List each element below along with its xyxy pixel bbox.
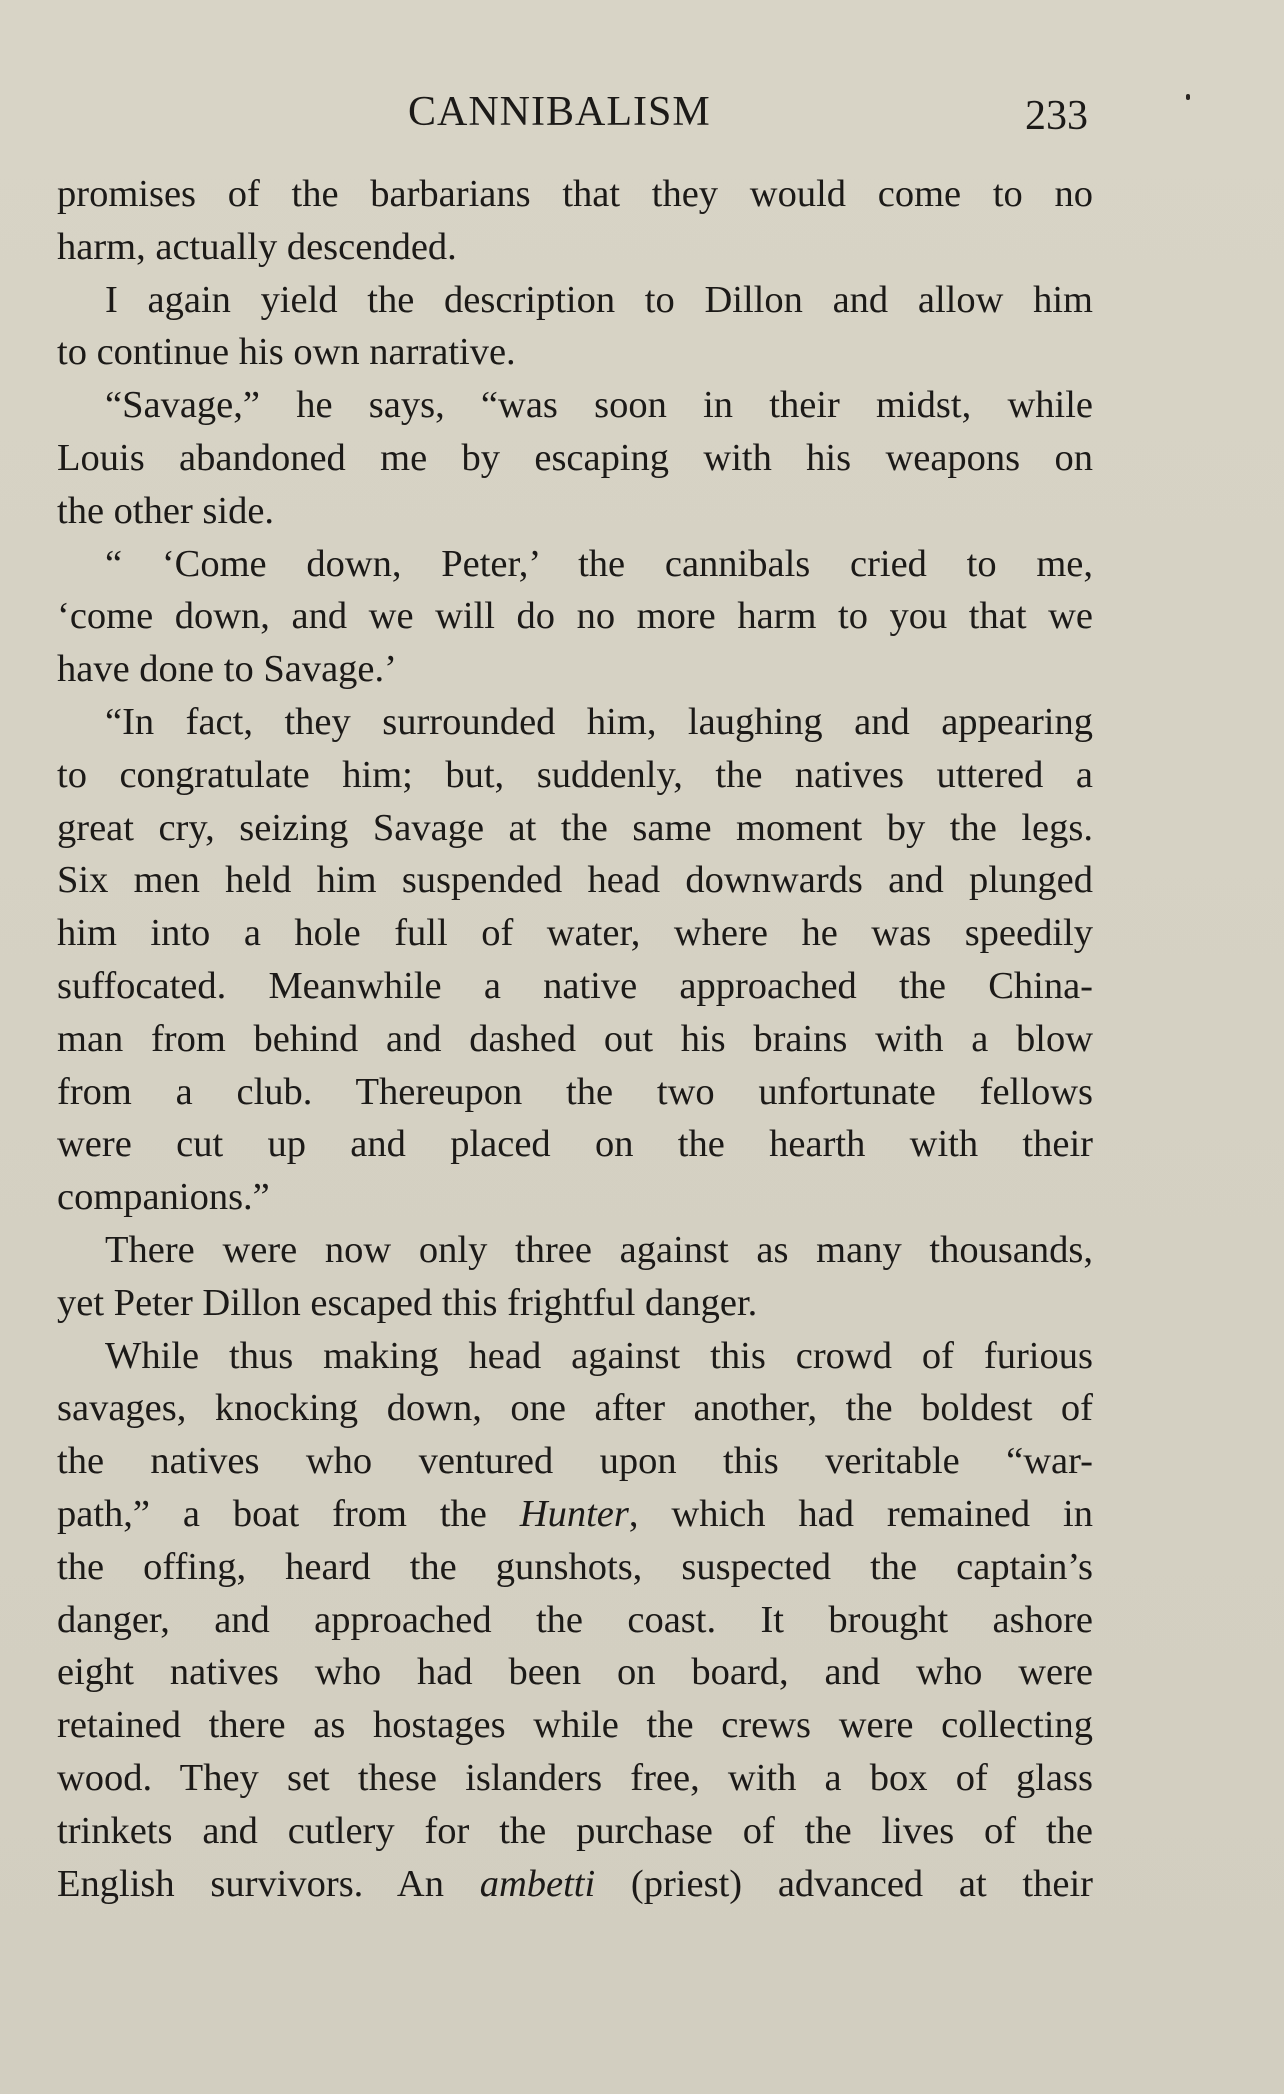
text-line: from a club. Thereupon the two unfortunate fellows [57,1070,1093,1113]
text-line: suffocated. Meanwhile a native approached the China- [57,964,1093,1007]
text-line: savages, knocking down, one after another, the boldest of [57,1387,1093,1430]
text-run: , which had remained in [628,1492,1093,1535]
print-speck [1186,94,1190,100]
running-head [0,82,1284,142]
text-line: Six men held him suspended head downwards and plunged [57,859,1093,902]
text-run: English survivors. An [57,1862,480,1905]
running-title: CANNIBALISM [408,89,711,135]
text-line: yet Peter Dillon escaped this frightful danger. [57,1281,758,1324]
page-number: 233 [1025,93,1088,139]
text-line: While thus making head against this crowd of furious [105,1334,1093,1377]
text-line: I again yield the description to Dillon and allow him [105,278,1093,321]
text-line: have done to Savage.’ [57,648,397,691]
text-line: “Savage,” he says, “was soon in their midst, while [105,384,1093,427]
text-line: him into a hole full of water, where he was speedily [57,912,1093,955]
text-line: ‘come down, and we will do no more harm to you that we [57,595,1093,638]
text-line: companions.” [57,1176,270,1219]
text-line: to continue his own narrative. [57,331,516,374]
text-run: path,” a boat from the [57,1492,520,1535]
text-line: harm, actually descended. [57,225,457,268]
text-line [57,1858,1093,1911]
text-line: There were now only three against as many thousands, [105,1228,1093,1271]
text-line: great cry, seizing Savage at the same moment by the legs. [57,806,1093,849]
body-text [57,168,1093,1910]
text-line: eight natives who had been on board, and who were [57,1651,1093,1694]
ship-name: Hunter [519,1492,629,1535]
text-line: promises of the barbarians that they would come to no [57,173,1093,215]
italic-term: ambetti [479,1862,596,1905]
text-run: (priest) advanced at their [595,1862,1093,1905]
text-line: the other side. [57,489,275,532]
text-line: “ ‘Come down, Peter,’ the cannibals cried to me, [105,542,1093,585]
text-line: the natives who ventured upon this veritable “war- [57,1440,1093,1483]
text-line: the offing, heard the gunshots, suspected the captain’s [57,1545,1093,1588]
text-line: danger, and approached the coast. It brought ashore [57,1598,1093,1641]
text-line: wood. They set these islanders free, with a box of glass [57,1756,1093,1799]
text-line: trinkets and cutlery for the purchase of the lives of the [57,1809,1093,1852]
text-line: to congratulate him; but, suddenly, the natives uttered a [57,753,1093,796]
text-line: Louis abandoned me by escaping with his weapons on [57,436,1093,479]
text-line: “In fact, they surrounded him, laughing and appearing [105,700,1093,743]
text-line: were cut up and placed on the hearth with their [57,1123,1093,1166]
text-line [57,1488,1093,1541]
text-line: man from behind and dashed out his brains with a blow [57,1017,1093,1060]
text-line: retained there as hostages while the crews were collecting [57,1704,1093,1747]
